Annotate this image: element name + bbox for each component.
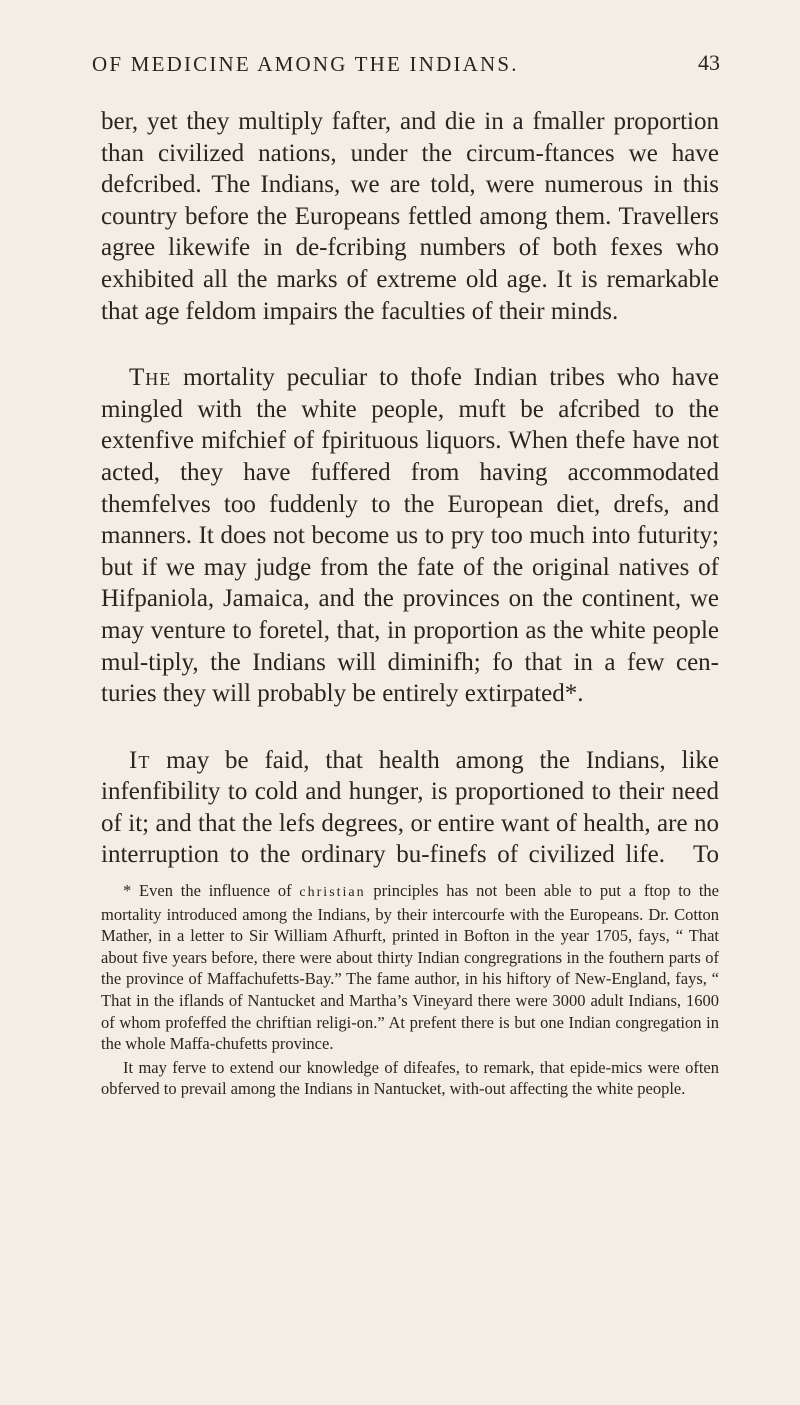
paragraph-3-lead: It	[129, 746, 151, 774]
footnote-1-start: * Even the influence of	[123, 881, 300, 900]
catchword: To	[692, 841, 719, 869]
running-title: OF MEDICINE AMONG THE INDIANS.	[92, 52, 519, 76]
footnotes	[101, 880, 719, 1100]
footnote-2	[101, 1057, 719, 1100]
footnote-2-text: It may ferve to extend our knowledge of difeafes, to remark, that epide-mics were often obferved to prevail among the Indians in Nantucket, with-out affecting the white people.	[101, 1057, 719, 1099]
main-text	[101, 106, 719, 871]
running-header	[92, 52, 720, 77]
paragraph-2-text: mortality peculiar to thofe Indian tribes who have mingled with the white people, muft be afcribed to the extenfive mifchief of fpirituous liquors. When thefe have not acted, they have fuffered from having accommodated themfelves too fuddenly to the European diet, drefs, and manners. It does not become us to pry too much into futurity; but if we may judge from the fate of the original natives of Hifpaniola, Jamaica, and the provinces on the continent, we may venture to foretel, that, in proportion as the white people mul-tiply, the Indians will diminifh; fo that in a few cen-turies they will probably be entirely extirpated*.	[101, 364, 719, 708]
paragraph-3	[101, 745, 719, 871]
footnote-1-caps: christian	[299, 885, 366, 900]
paragraph-2-lead: The	[129, 364, 172, 392]
page-number: 43	[698, 50, 720, 75]
footnote-1	[101, 880, 719, 1055]
paragraph-1	[101, 106, 719, 327]
paragraph-1-text: ber, yet they multiply fafter, and die in a fmaller proportion than civilized nations, under the circum-ftances we have defcribed. The Indians, we are told, were numerous in this country before the Europeans fettled among them. Travellers agree likewife in de-fcribing numbers of both fexes who exhibited all the marks of extreme old age. It is remarkable that age feldom impairs the faculties of their minds.	[101, 108, 719, 325]
footnote-1-text: principles has not been able to put a ftop to the mortality introduced among the Indians, by their intercourfe with the Europeans. Dr. Cotton Mather, in a letter to Sir William Afhurft, printed in Bofton in the year 1705, fays, “ That about five years before, there were about thirty Indian congregrations in the fouthern parts of the province of Maffachufetts-Bay.” The fame author, in his hiftory of New-England, fays, “ That in the iflands of Nantucket and Martha’s Vineyard there were 3000 adult Indians, 1600 of whom profeffed the chriftian religi-on.” At prefent there is but one Indian congregation in the whole Maffa-chufetts province.	[101, 881, 719, 1054]
paragraph-3-text: may be faid, that health among the Indians, like infenfibility to cold and hunger, is proportioned to their need of it; and that the lefs degrees, or entire want of health, are no interruption to the ordinary bu-finefs of civilized life.	[101, 746, 719, 869]
paragraph-2	[101, 362, 719, 710]
